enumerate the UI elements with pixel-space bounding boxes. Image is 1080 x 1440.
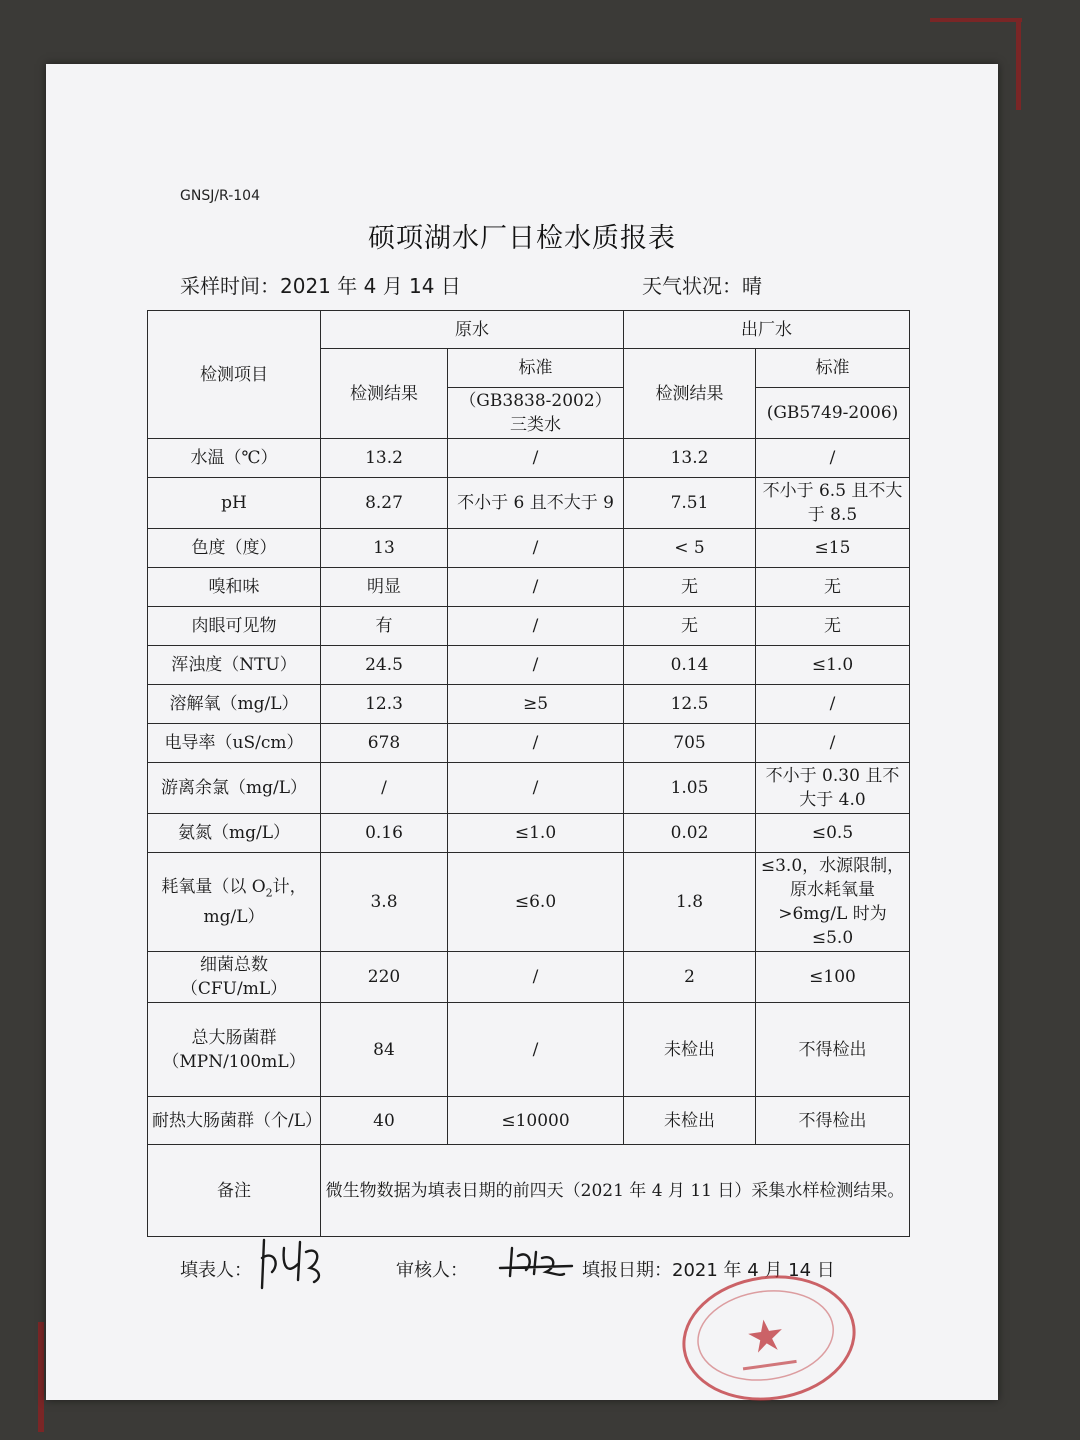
corner-mark-top [930,18,1022,22]
row-raw-result: 8.27 [321,478,448,529]
date-value: 2021 年 4 月 14 日 [672,1260,835,1281]
corner-mark-right [1016,18,1021,110]
row-raw-standard: / [448,529,624,568]
table-row [148,1097,910,1145]
row-raw-standard: ≤10000 [448,1097,624,1145]
header-raw-water: 原水 [321,311,624,349]
row-plant-result: 1.8 [624,853,756,952]
header-plant-water: 出厂水 [624,311,910,349]
row-plant-result: 2 [624,952,756,1003]
document-code: GNSJ/R-104 [180,188,260,204]
date-label: 填报日期： [582,1260,672,1281]
row-raw-standard: / [448,724,624,763]
row-raw-result: 84 [321,1003,448,1097]
row-plant-standard: 不得检出 [756,1097,910,1145]
header-plant-standard: 标准 [756,349,910,388]
row-raw-standard: ≥5 [448,685,624,724]
row-plant-result: 13.2 [624,439,756,478]
table-row [148,724,910,763]
official-stamp [674,1264,864,1411]
header-row [148,311,910,349]
row-item [148,853,321,952]
row-item: 嗅和味 [148,568,321,607]
row-item: 氨氮（mg/L） [148,814,321,853]
remarks-text: 微生物数据为填表日期的前四天（2021 年 4 月 11 日）采集水样检测结果。 [321,1145,910,1237]
row-plant-standard: ≤3.0，水源限制，原水耗氧量>6mg/L 时为≤5.0 [756,853,910,952]
row-item: 细菌总数（CFU/mL） [148,952,321,1003]
table-row [148,439,910,478]
row-plant-standard: 不小于 0.30 且不大于 4.0 [756,763,910,814]
row-raw-standard: ≤6.0 [448,853,624,952]
row-plant-result: 7.51 [624,478,756,529]
header-item: 检测项目 [148,311,321,439]
row-plant-standard: / [756,685,910,724]
row-plant-standard: ≤15 [756,529,910,568]
row-raw-result: 678 [321,724,448,763]
table-row [148,568,910,607]
raw-standard-ref: （GB3838-2002）三类水 [448,388,624,439]
row-raw-result: 24.5 [321,646,448,685]
row-raw-result: 明显 [321,568,448,607]
row-raw-standard: / [448,1003,624,1097]
row-item: 电导率（uS/cm） [148,724,321,763]
row-plant-result: 12.5 [624,685,756,724]
row-item-part: 计，mg/L） [203,876,307,928]
header-raw-result: 检测结果 [321,349,448,439]
row-item: 浑浊度（NTU） [148,646,321,685]
row-item: pH [148,478,321,529]
row-plant-result: < 5 [624,529,756,568]
row-plant-standard: 不得检出 [756,1003,910,1097]
row-plant-result: 705 [624,724,756,763]
table-row [148,814,910,853]
table-row [148,478,910,529]
subscript-2: 2 [265,886,273,900]
row-raw-result: 3.8 [321,853,448,952]
row-raw-standard: ≤1.0 [448,814,624,853]
table-row [148,646,910,685]
corner-mark-bottom-left [38,1322,44,1432]
reviewer-label: 审核人： [396,1260,468,1281]
row-plant-result: 未检出 [624,1097,756,1145]
water-quality-table [147,310,910,1237]
sampling-time: 采样时间：2021 年 4 月 14 日 [180,274,461,298]
row-plant-result: 无 [624,607,756,646]
header-plant-result: 检测结果 [624,349,756,439]
remarks-row [148,1145,910,1237]
row-raw-standard: / [448,607,624,646]
paper-sheet [46,64,998,1400]
row-plant-standard: ≤1.0 [756,646,910,685]
row-plant-result: 0.14 [624,646,756,685]
plant-standard-ref: (GB5749-2006) [756,388,910,439]
row-plant-standard: / [756,439,910,478]
row-plant-standard: 无 [756,568,910,607]
row-plant-result: 0.02 [624,814,756,853]
table-row [148,529,910,568]
row-plant-result: 无 [624,568,756,607]
row-raw-result: 有 [321,607,448,646]
row-raw-result: 0.16 [321,814,448,853]
filler-label: 填表人： [180,1260,252,1281]
row-plant-result: 未检出 [624,1003,756,1097]
page-title: 硕项湖水厂日检水质报表 [368,223,676,254]
row-raw-standard: / [448,568,624,607]
row-item: 色度（度） [148,529,321,568]
row-plant-standard: 无 [756,607,910,646]
row-plant-standard: 不小于 6.5 且不大于 8.5 [756,478,910,529]
row-raw-standard: 不小于 6 且不大于 9 [448,478,624,529]
row-item: 溶解氧（mg/L） [148,685,321,724]
row-item: 总大肠菌群（MPN/100mL） [148,1003,321,1097]
row-item: 肉眼可见物 [148,607,321,646]
row-plant-standard: ≤0.5 [756,814,910,853]
row-raw-standard: / [448,646,624,685]
row-raw-standard: / [448,439,624,478]
filler-signature [258,1234,328,1292]
header-raw-standard: 标准 [448,349,624,388]
remarks-label: 备注 [148,1145,321,1237]
table-row [148,685,910,724]
table-row [148,763,910,814]
row-raw-result: 12.3 [321,685,448,724]
row-raw-result: 13.2 [321,439,448,478]
row-raw-result: 220 [321,952,448,1003]
row-plant-standard: / [756,724,910,763]
row-item: 游离余氯（mg/L） [148,763,321,814]
row-raw-standard: / [448,952,624,1003]
row-plant-standard: ≤100 [756,952,910,1003]
row-raw-result: 40 [321,1097,448,1145]
row-item: 耐热大肠菌群（个/L） [148,1097,321,1145]
row-raw-standard: / [448,763,624,814]
weather: 天气状况：晴 [642,274,762,298]
row-raw-result: 13 [321,529,448,568]
row-plant-result: 1.05 [624,763,756,814]
table-row [148,607,910,646]
table-row [148,952,910,1003]
table-row [148,1003,910,1097]
row-raw-result: / [321,763,448,814]
row-item-part: 耗氧量（以 O [161,876,266,897]
row-item: 水温（℃） [148,439,321,478]
table-row [148,853,910,952]
reviewer-signature [498,1244,578,1280]
